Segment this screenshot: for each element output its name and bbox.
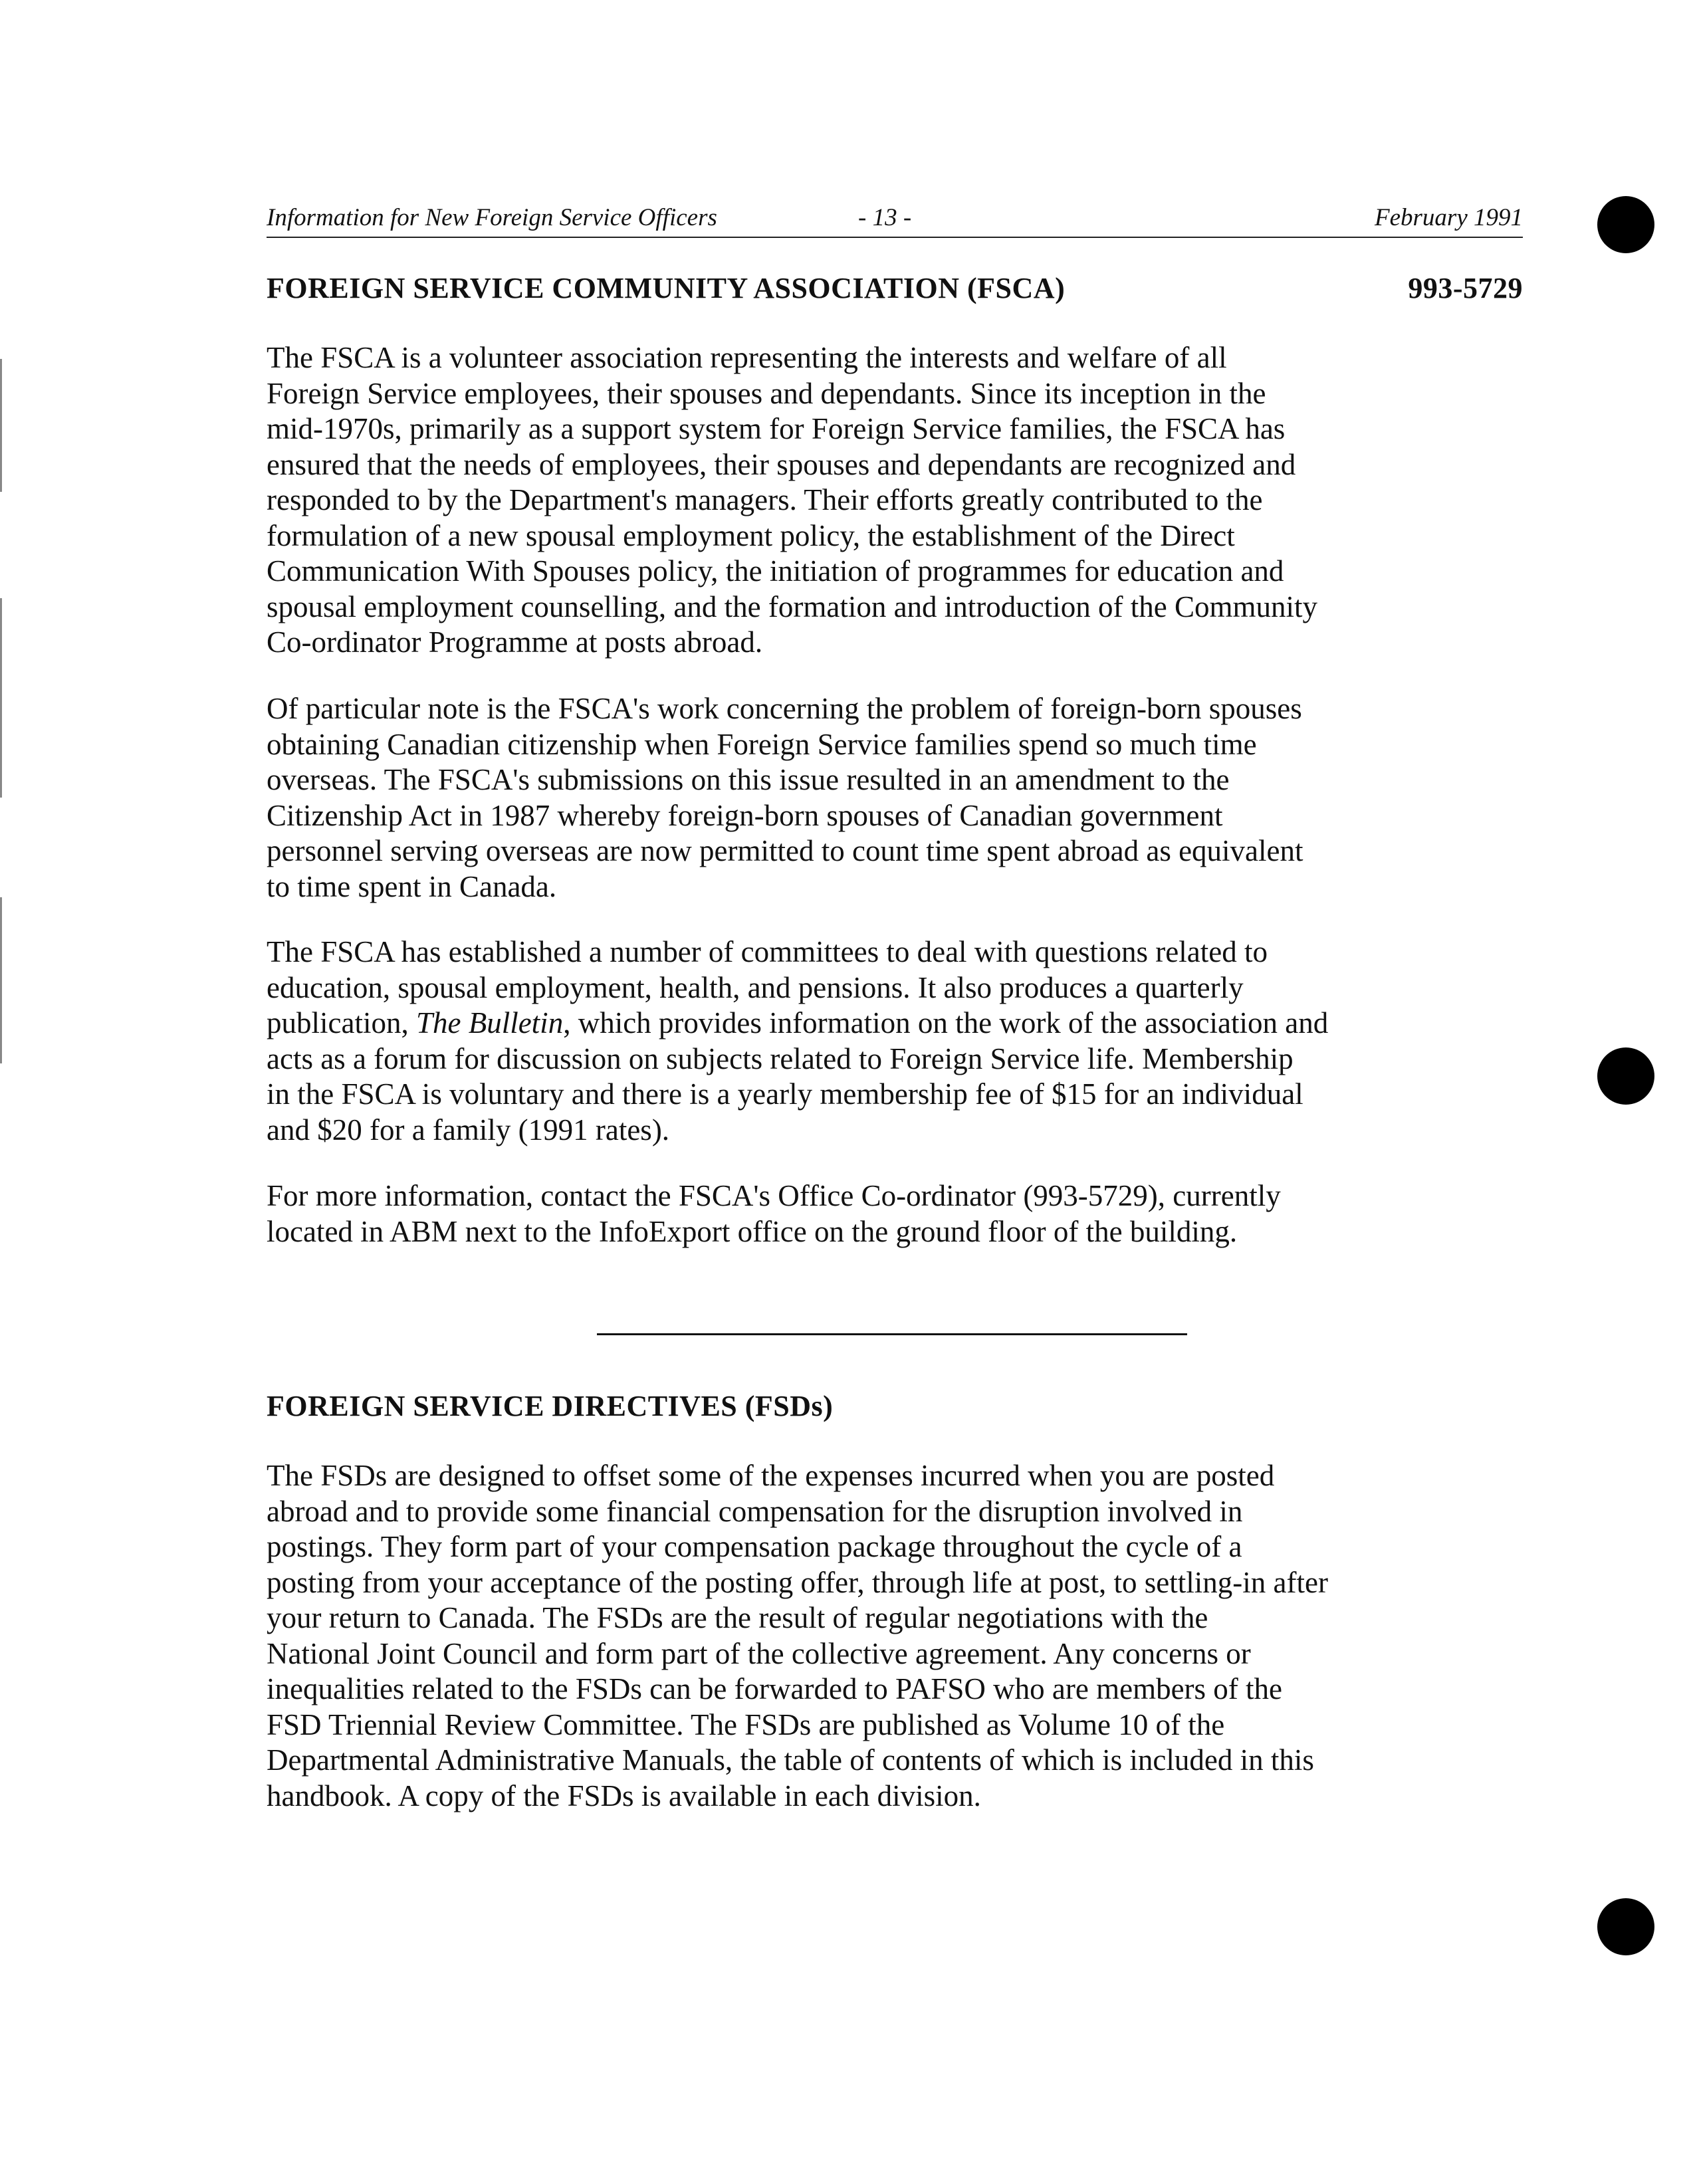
fsca-section-title xyxy=(267,271,1523,305)
binder-hole-middle xyxy=(1597,1047,1654,1105)
text-line: Citizenship Act in 1987 whereby foreign-born spouses of Canadian government xyxy=(267,798,1223,832)
fsca-phone-number: 993-5729 xyxy=(1408,272,1523,304)
page-header xyxy=(267,203,1523,235)
text-line: formulation of a new spousal employment policy, the establishment of the Direct xyxy=(267,518,1235,552)
header-page-number: - 13 - xyxy=(858,204,912,231)
scan-edge-mark xyxy=(0,598,2,798)
fsd-paragraph-1 xyxy=(267,1458,1529,1814)
text-line: ensured that the needs of employees, their spouses and dependants are recognized and xyxy=(267,447,1296,481)
text-line: For more information, contact the FSCA's Office Co-ordinator (993-5729), currently xyxy=(267,1179,1281,1212)
fsca-paragraph-3 xyxy=(267,934,1529,1148)
section-divider xyxy=(597,1333,1187,1335)
text-line: to time spent in Canada. xyxy=(267,869,557,903)
text-line: Co-ordinator Programme at posts abroad. xyxy=(267,625,763,659)
text-line: acts as a forum for discussion on subjects related to Foreign Service life. Membership xyxy=(267,1041,1294,1075)
bulletin-title: The Bulletin xyxy=(415,1006,564,1039)
text-line: inequalities related to the FSDs can be forwarded to PAFSO who are members of the xyxy=(267,1672,1283,1705)
text-line: posting from your acceptance of the posting offer, through life at post, to settling-in after xyxy=(267,1565,1328,1599)
fsca-paragraph-4 xyxy=(267,1178,1529,1250)
text-line: The FSCA is a volunteer association representing the interests and welfare of all xyxy=(267,341,1227,374)
text-line: located in ABM next to the InfoExport office on the ground floor of the building. xyxy=(267,1214,1238,1248)
text-line: your return to Canada. The FSDs are the result of regular negotiations with the xyxy=(267,1601,1208,1634)
text-line: postings. They form part of your compensation package throughout the cycle of a xyxy=(267,1530,1242,1563)
text-line: responded to by the Department's managers. Their efforts greatly contributed to the xyxy=(267,483,1263,516)
fsca-title-text: FOREIGN SERVICE COMMUNITY ASSOCIATION (FSCA) xyxy=(267,272,1066,304)
text-line: mid-1970s, primarily as a support system for Foreign Service families, the FSCA has xyxy=(267,412,1286,445)
text-line: FSD Triennial Review Committee. The FSDs are published as Volume 10 of the xyxy=(267,1707,1225,1741)
text-line: The FSCA has established a number of committees to deal with questions related to xyxy=(267,935,1268,968)
text-line: overseas. The FSCA's submissions on this issue resulted in an amendment to the xyxy=(267,763,1230,796)
header-rule xyxy=(267,237,1523,238)
text-run: , which provides information on the work of the association and xyxy=(563,1006,1329,1039)
header-date: February 1991 xyxy=(1375,204,1523,231)
text-line: Of particular note is the FSCA's work concerning the problem of foreign-born spouses xyxy=(267,692,1302,725)
fsd-section-title xyxy=(267,1389,1523,1423)
scan-edge-mark xyxy=(0,897,2,1063)
text-line: and $20 for a family (1991 rates). xyxy=(267,1113,670,1147)
text-run: publication, xyxy=(267,1006,416,1039)
binder-hole-top xyxy=(1597,196,1654,253)
text-line: obtaining Canadian citizenship when Foreign Service families spend so much time xyxy=(267,727,1257,761)
text-line xyxy=(267,1006,1529,1041)
text-line: Departmental Administrative Manuals, the table of contents of which is included in this xyxy=(267,1743,1314,1777)
text-line: Communication With Spouses policy, the initiation of programmes for education and xyxy=(267,554,1284,588)
fsca-paragraph-2 xyxy=(267,691,1529,905)
text-line: abroad and to provide some financial compensation for the disruption involved in xyxy=(267,1494,1243,1528)
text-line: National Joint Council and form part of the collective agreement. Any concerns or xyxy=(267,1636,1251,1670)
text-line: personnel serving overseas are now permitted to count time spent abroad as equivalent xyxy=(267,834,1303,867)
binder-hole-bottom xyxy=(1597,1898,1654,1955)
fsd-title-text: FOREIGN SERVICE DIRECTIVES (FSDs) xyxy=(267,1390,834,1422)
header-publication-title: Information for New Foreign Service Officers xyxy=(267,204,717,231)
text-line: The FSDs are designed to offset some of the expenses incurred when you are posted xyxy=(267,1459,1275,1492)
text-line: Foreign Service employees, their spouses and dependants. Since its inception in the xyxy=(267,376,1266,410)
text-line: spousal employment counselling, and the formation and introduction of the Community xyxy=(267,590,1317,623)
text-line: education, spousal employment, health, and pensions. It also produces a quarterly xyxy=(267,970,1244,1004)
scan-edge-mark xyxy=(0,359,2,492)
text-line: in the FSCA is voluntary and there is a yearly membership fee of $15 for an individual xyxy=(267,1077,1303,1111)
fsca-paragraph-1 xyxy=(267,340,1529,661)
text-line: handbook. A copy of the FSDs is available in each division. xyxy=(267,1779,981,1812)
